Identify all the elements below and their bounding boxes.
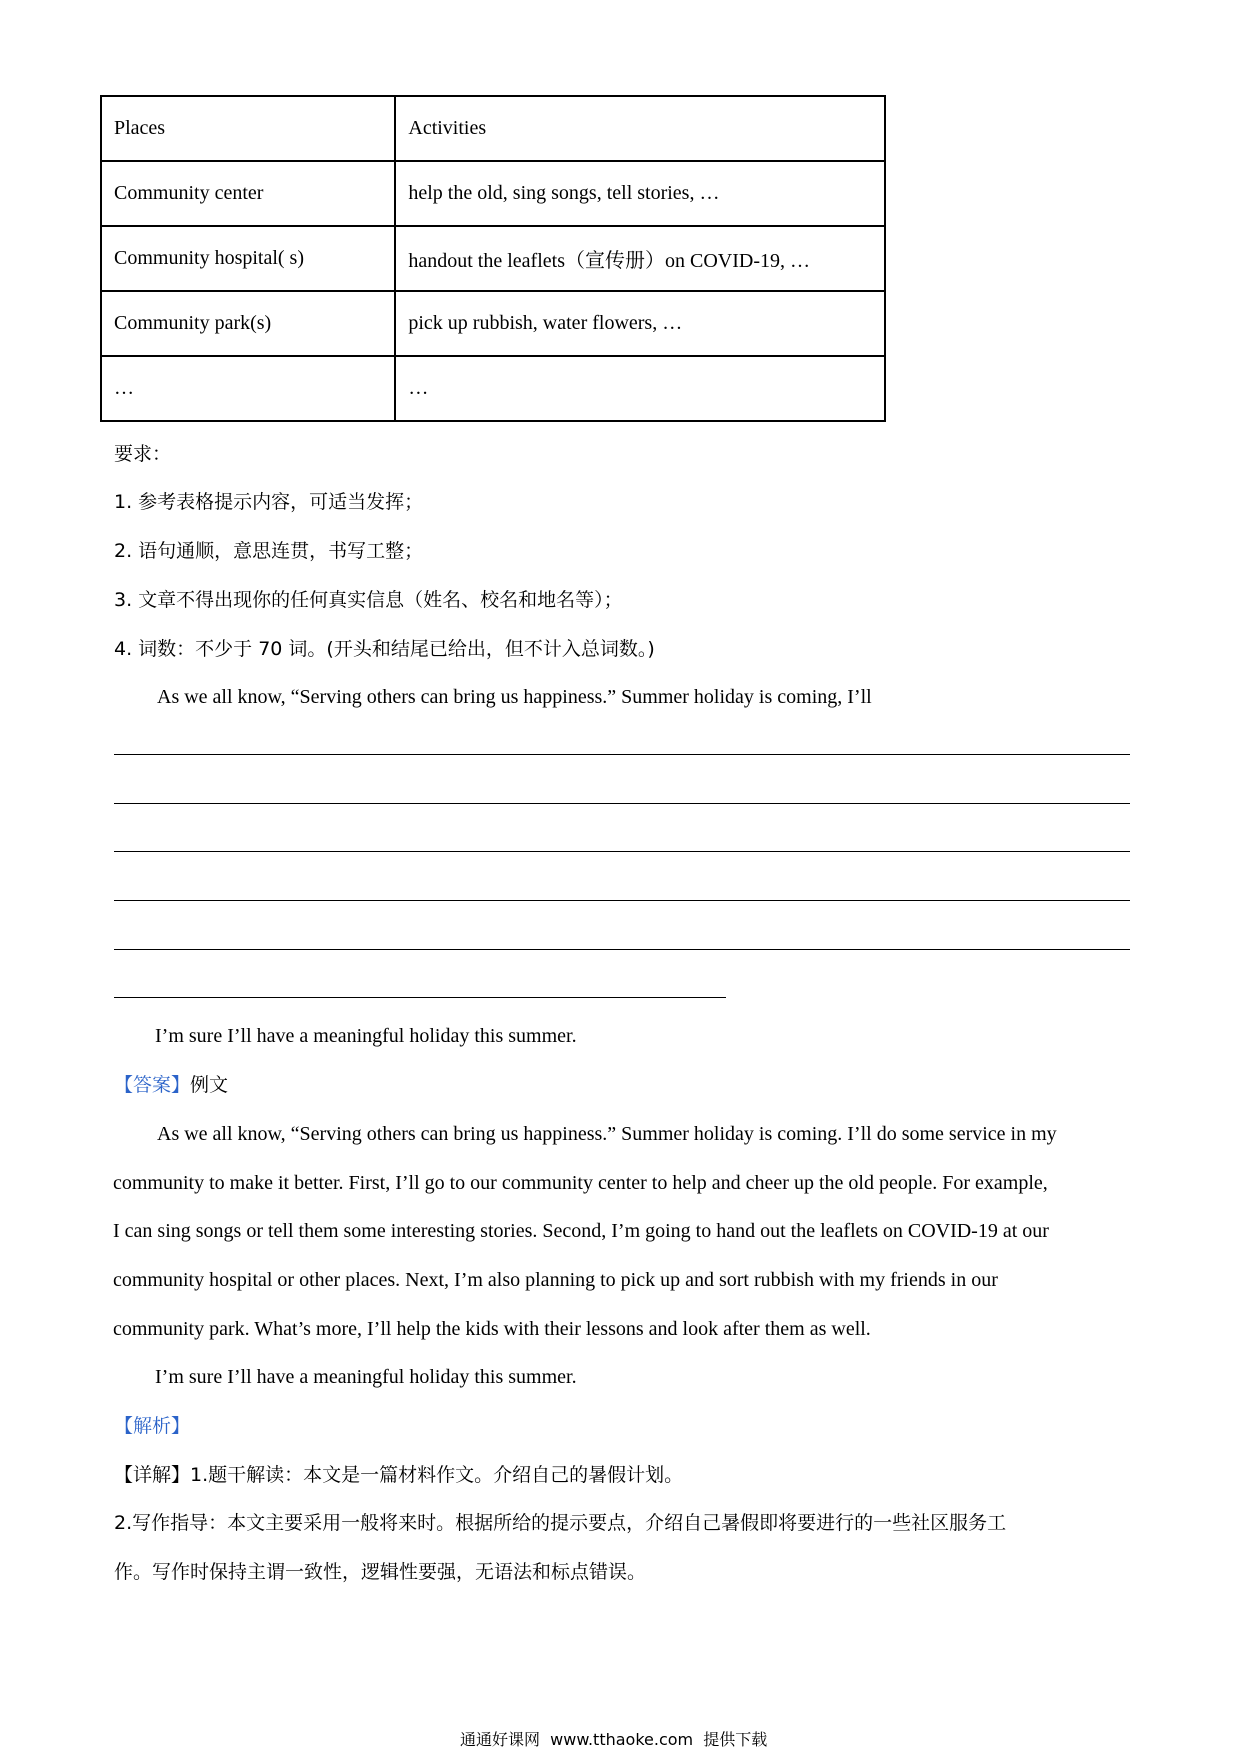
answer-line: I can sing songs or tell them some interesting stories. Second, I’m going to hand out the leaflets on COVID-19 at our [113, 1220, 1049, 1242]
table-row [101, 226, 885, 291]
detail-text: 1.题干解读：本文是一篇材料作文。介绍自己的暑假计划。 [190, 1464, 684, 1486]
answer-closing: I’m sure I’ll have a meaningful holiday this summer. [155, 1366, 577, 1388]
requirement-item: 4. 词数：不少于 70 词。(开头和结尾已给出，但不计入总词数。) [114, 638, 655, 660]
essay-opening: As we all know, “Serving others can bring us happiness.” Summer holiday is coming, I’ll [157, 686, 872, 708]
table-row [101, 291, 885, 356]
table-cell-activity: handout the leaflets（宣传册）on COVID-19, … [395, 226, 885, 291]
answer-tag: 【答案】 [114, 1074, 191, 1096]
analysis-guide-line: 作。写作时保持主谓一致性，逻辑性要强，无语法和标点错误。 [114, 1561, 647, 1583]
requirement-item: 3. 文章不得出现你的任何真实信息（姓名、校名和地名等）； [114, 589, 623, 611]
table-header-row [101, 96, 885, 161]
writing-line [114, 900, 1130, 901]
writing-line [114, 803, 1130, 804]
analysis-detail [114, 1461, 683, 1489]
table-header-activities: Activities [395, 96, 885, 161]
analysis-heading [114, 1412, 190, 1440]
answer-heading [114, 1071, 228, 1099]
table-row [101, 161, 885, 226]
table-cell-activity: … [395, 356, 885, 421]
writing-line [114, 851, 1130, 852]
requirement-item: 1. 参考表格提示内容，可适当发挥； [114, 491, 424, 513]
analysis-guide-line: 2.写作指导：本文主要采用一般将来时。根据所给的提示要点，介绍自己暑假即将要进行的一些社区服务工 [114, 1512, 1007, 1534]
table-cell-place: Community center [101, 161, 395, 226]
analysis-tag: 【解析】 [114, 1415, 191, 1437]
table-cell-activity: pick up rubbish, water flowers, … [395, 291, 885, 356]
requirements-title: 要求： [114, 443, 172, 465]
table-row [101, 356, 885, 421]
answer-label: 例文 [190, 1074, 229, 1096]
page-footer: 通通好课网 www.tthaoke.com 提供下载 [460, 1730, 768, 1749]
table-cell-activity: help the old, sing songs, tell stories, … [395, 161, 885, 226]
answer-line: community park. What’s more, I’ll help the kids with their lessons and look after them as well. [113, 1318, 871, 1340]
table-cell-place: … [101, 356, 395, 421]
writing-line [114, 949, 1130, 950]
essay-closing: I’m sure I’ll have a meaningful holiday this summer. [155, 1025, 577, 1047]
detail-tag: 【详解】 [114, 1464, 191, 1486]
writing-line [114, 754, 1130, 755]
activity-table [100, 95, 886, 422]
requirement-item: 2. 语句通顺，意思连贯，书写工整； [114, 540, 424, 562]
answer-line: community hospital or other places. Next, I’m also planning to pick up and sort rubbish with my friends in our [113, 1269, 998, 1291]
table-header-places: Places [101, 96, 395, 161]
answer-line: As we all know, “Serving others can bring us happiness.” Summer holiday is coming. I’ll do some service in my [157, 1123, 1057, 1145]
answer-line: community to make it better. First, I’ll go to our community center to help and cheer up the old people. For example, [113, 1172, 1048, 1194]
table-cell-place: Community hospital( s) [101, 226, 395, 291]
writing-line [114, 997, 726, 998]
table-cell-place: Community park(s) [101, 291, 395, 356]
